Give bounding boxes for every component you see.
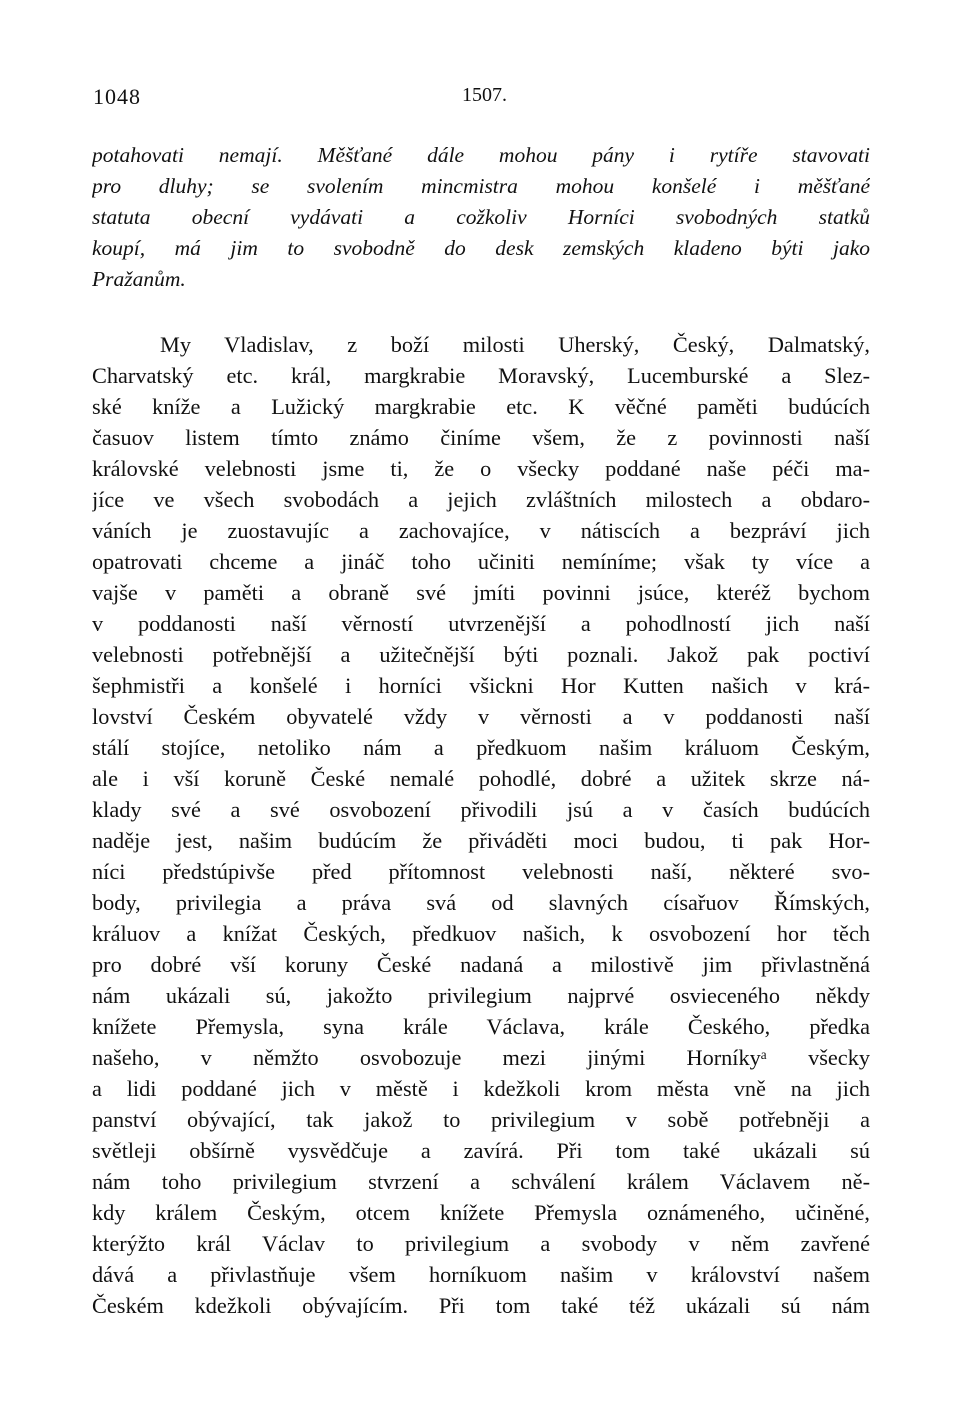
text-line: ale i vší koruně České nemalé pohodlé, dobré a užitek skrze ná- <box>92 766 870 791</box>
text-line: v poddanosti naší věrností utvrzenější a pohodlností jich naší <box>92 611 870 636</box>
text-line: pro dluhy; se svolením mincmistra mohou konšelé i měšťané <box>92 174 870 198</box>
intro-paragraph <box>92 140 870 295</box>
text-line: nám ukázali sú, jakožto privilegium najprvé osvieceného někdy <box>92 983 870 1008</box>
text-line: našeho, v němžto osvobozuje mezi jinými Horníkyᵃ všecky <box>92 1045 870 1070</box>
text-line: králuov a knížat Českých, předkuov našich, k osvobození hor těch <box>92 921 870 946</box>
text-line: dává a přivlastňuje všem horníkuom našim v království našem <box>92 1262 870 1287</box>
text-line: a lidi poddané jich v městě i kdežkoli krom města vně na jich <box>92 1076 870 1101</box>
text-line: níci předstúpivše před přítomnost velebnosti naší, některé svo- <box>92 859 870 884</box>
text-line: časuov listem tímto známo činíme všem, že z povinnosti naší <box>92 425 870 450</box>
text-line: ské kníže a Lužický margkrabie etc. K věčné paměti budúcích <box>92 394 870 419</box>
text-line: My Vladislav, z boží milosti Uherský, Český, Dalmatský, <box>160 332 870 357</box>
text-line: šephmistři a konšelé i horníci všickni Hor Kutten našich v krá- <box>92 673 870 698</box>
text-line: nám toho privilegium stvrzení a schválení králem Václavem ně- <box>92 1169 870 1194</box>
text-line: velebnosti potřebnější a užitečnější býti poznali. Jakož pak poctiví <box>92 642 870 667</box>
text-line: lovství Českém obyvatelé vždy v věrnosti a v poddanosti naší <box>92 704 870 729</box>
text-line: opatrovati chceme a jináč toho učiniti nemíníme; však ty více a <box>92 549 870 574</box>
text-line: kterýžto král Václav to privilegium a svobody v něm zavřené <box>92 1231 870 1256</box>
text-line: pro dobré vší koruny České nadaná a milostivě jim přivlastněná <box>92 952 870 977</box>
page-number: 1048 <box>93 84 141 109</box>
text-line: naděje jest, našim budúcím že přiváděti moci budou, ti pak Hor- <box>92 828 870 853</box>
text-line: světleji obšírně vysvědčuje a zavírá. Při tom také ukázali sú <box>92 1138 870 1163</box>
text-line: statuta obecní vydávati a cožkoliv Horníci svobodných statků <box>92 205 870 229</box>
text-line: stálí stojíce, netoliko nám a předkuom našim králuom Českým, <box>92 735 870 760</box>
text-line: Pražanům. <box>92 267 186 291</box>
text-line: jíce ve všech svobodách a jejich zvláštních milostech a obdaro- <box>92 487 870 512</box>
text-line: Českém kdežkoli obývajícím. Při tom také též ukázali sú nám <box>92 1293 870 1318</box>
text-line: klady své a své osvobození přivodili jsú a v časích budúcích <box>92 797 870 822</box>
text-line: vajše v paměti a obraně své jmíti povinni jsúce, kteréž bychom <box>92 580 870 605</box>
text-line: panství obývající, tak jakož to privilegium v sobě potřebněji a <box>92 1107 870 1132</box>
text-line: Charvatský etc. král, margkrabie Moravský, Lucemburské a Slez- <box>92 363 870 388</box>
charter-paragraph <box>92 329 870 1321</box>
text-line: potahovati nemají. Měšťané dále mohou pány i rytíře stavovati <box>92 143 870 167</box>
running-header-year: 1507. <box>462 84 507 106</box>
text-line: královské velebnosti jsme ti, že o všecky poddané naše péči ma- <box>92 456 870 481</box>
text-line: váních je zuostavujíc a zachovajíce, v nátiscích a bezpráví jich <box>92 518 870 543</box>
text-line: kdy králem Českým, otcem knížete Přemysla oznámeného, učiněné, <box>92 1200 870 1225</box>
text-line: body, privilegia a práva svá od slavných císařuov Římských, <box>92 890 870 915</box>
text-line: koupí, má jim to svobodně do desk zemských kladeno býti jako <box>92 236 870 260</box>
text-line: knížete Přemysla, syna krále Václava, krále Českého, předka <box>92 1014 870 1039</box>
